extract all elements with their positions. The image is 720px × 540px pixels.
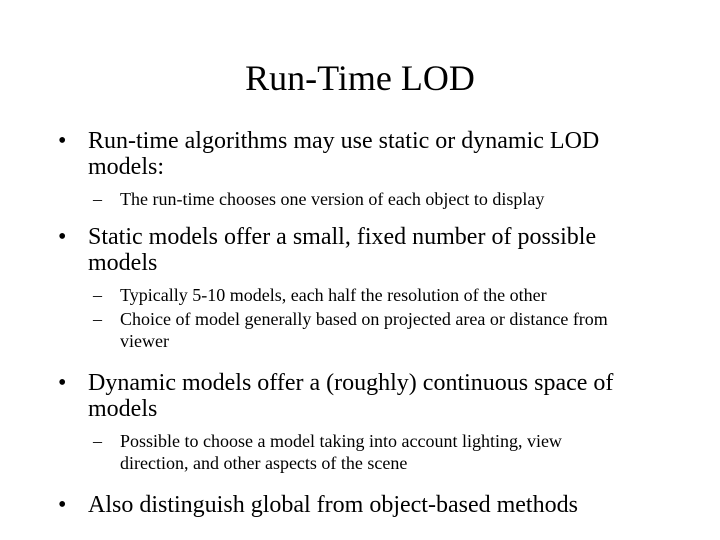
bullet-item bbox=[58, 370, 628, 422]
sub-bullet-marker: – bbox=[93, 285, 102, 305]
bullet-text: Dynamic models offer a (roughly) continuous space of models bbox=[88, 370, 614, 422]
sub-bullet-list bbox=[0, 284, 720, 352]
sub-bullet-item bbox=[93, 308, 630, 352]
bullet-marker: • bbox=[58, 128, 67, 154]
bullet-text: Static models offer a small, fixed number of possible models bbox=[88, 224, 597, 276]
sub-bullet-marker: – bbox=[93, 189, 102, 209]
sub-bullet-text: Typically 5-10 models, each half the resolution of the other bbox=[120, 285, 547, 305]
bullet-marker: • bbox=[58, 370, 67, 396]
bullet-marker: • bbox=[58, 224, 67, 250]
sub-bullet-item bbox=[93, 188, 630, 210]
sub-bullet-list bbox=[0, 188, 720, 210]
sub-bullet-text: Possible to choose a model taking into account lighting, view direction, and other aspects of the scene bbox=[120, 431, 562, 473]
bullet-text: Run-time algorithms may use static or dynamic LOD models: bbox=[88, 128, 600, 180]
sub-bullet-text: The run-time chooses one version of each object to display bbox=[120, 189, 545, 209]
sub-bullet-list bbox=[0, 430, 720, 474]
sub-bullet-item bbox=[93, 284, 630, 306]
sub-bullet-marker: – bbox=[93, 309, 102, 329]
bullet-marker: • bbox=[58, 492, 67, 518]
sub-bullet-marker: – bbox=[93, 431, 102, 451]
sub-bullet-item bbox=[93, 430, 630, 474]
sub-bullet-text: Choice of model generally based on projected area or distance from viewer bbox=[120, 309, 608, 351]
bullet-item bbox=[58, 128, 628, 180]
bullet-list bbox=[0, 128, 720, 518]
bullet-text: Also distinguish global from object-based methods bbox=[88, 492, 578, 518]
bullet-item bbox=[58, 224, 628, 276]
slide-title: Run-Time LOD bbox=[245, 58, 475, 98]
bullet-item bbox=[58, 492, 628, 518]
